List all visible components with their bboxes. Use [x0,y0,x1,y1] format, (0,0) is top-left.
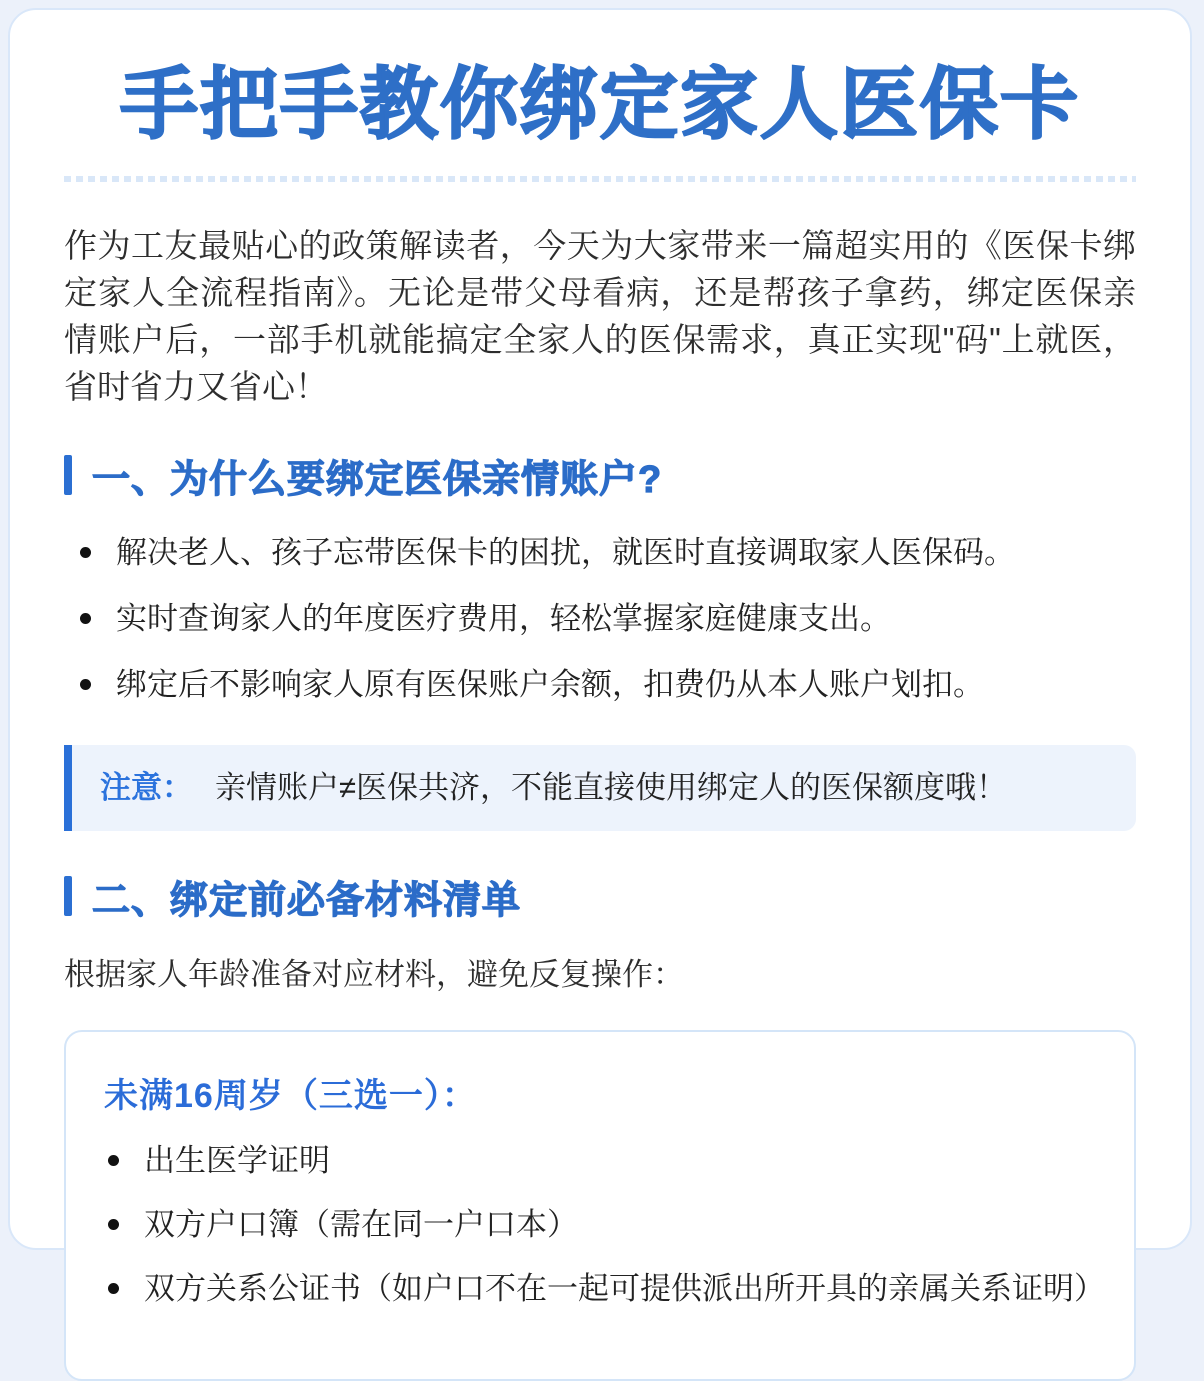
materials-card-heading: 未满16周岁（三选一）： [104,1076,477,1115]
heading-accent-bar [64,455,72,495]
dotted-divider [64,176,1136,182]
list-item [80,599,1136,639]
notice-callout [64,745,1136,831]
materials-card [64,1030,1136,1381]
list-item-text: 双方户口簿（需在同一户口本） [144,1206,578,1242]
section1-bullet-list [64,533,1136,705]
page-title: 手把手教你绑定家人医保卡 [119,60,1080,148]
notice-text: 亲情账户≠医保共济，不能直接使用绑定人的医保额度哦！ [215,769,1008,805]
list-item-text: 绑定后不影响家人原有医保账户余额，扣费仍从本人账户划扣。 [116,666,984,702]
bullet-dot-icon [80,547,91,558]
materials-bullet-list [100,1141,1105,1309]
heading-accent-bar [64,876,72,916]
section2-heading [64,869,1136,924]
list-item-text: 解决老人、孩子忘带医保卡的困扰，就医时直接调取家人医保码。 [116,534,1015,570]
list-item-text: 双方关系公证书（如户口不在一起可提供派出所开具的亲属关系证明） [144,1270,1105,1306]
section1-heading [64,448,1136,503]
bullet-dot-icon [108,1155,119,1166]
list-item [108,1205,1100,1245]
bullet-dot-icon [108,1283,119,1294]
article-content [10,62,1190,1381]
list-item [80,533,1136,573]
section2-heading-text: 二、绑定前必备材料清单 [92,879,522,922]
article-card [8,8,1192,1306]
list-item [108,1269,1105,1309]
section1-heading-text: 一、为什么要绑定医保亲情账户? [92,458,663,501]
list-item-text: 出生医学证明 [144,1142,330,1178]
section2-lead: 根据家人年龄准备对应材料，避免反复操作： [64,956,684,992]
intro-paragraph: 作为工友最贴心的政策解读者，今天为大家带来一篇超实用的《医保卡绑定家人全流程指南》。无论是带父母看病，还是帮孩子拿药，绑定医保亲情账户后，一部手机就能搞定全家人的医保需求，真正实现"码"上就医，省时省力又省心！ [64,226,1136,405]
bullet-dot-icon [80,679,91,690]
list-item-text: 实时查询家人的年度医疗费用，轻松掌握家庭健康支出。 [116,600,891,636]
list-item [108,1141,1100,1181]
bullet-dot-icon [80,613,91,624]
list-item [80,665,1136,705]
bullet-dot-icon [108,1219,119,1230]
notice-label: 注意： [100,769,193,805]
